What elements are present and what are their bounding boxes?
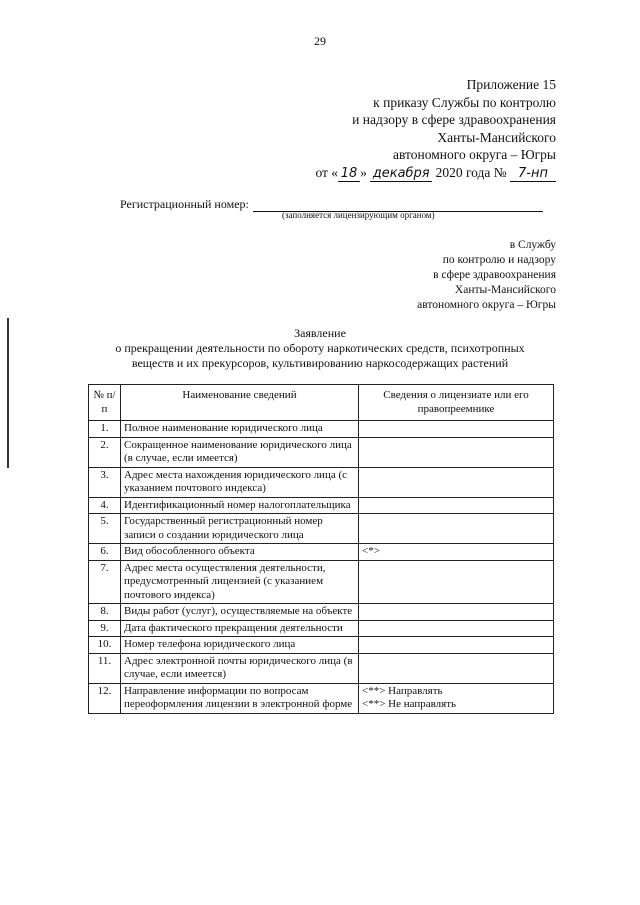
table-row [89,604,554,621]
row-number: 11. [89,653,121,683]
order-number: 7-нп [510,166,556,182]
table-row [89,497,554,514]
row-field-value[interactable] [359,467,554,497]
appendix-block [315,76,556,182]
table-row [89,421,554,438]
appendix-line: автономного округа – Югры [393,147,556,162]
row-number: 1. [89,421,121,438]
row-field-value[interactable] [359,421,554,438]
row-number: 10. [89,637,121,654]
row-field-name: Виды работ (услуг), осуществляемые на объекте [121,604,359,621]
row-field-name: Направление информации по вопросам переоформления лицензии в электронной форме [121,683,359,713]
row-number: 12. [89,683,121,713]
addressee-line: Ханты-Мансийского [454,284,556,296]
row-number: 4. [89,497,121,514]
table-row [89,620,554,637]
table-row [89,467,554,497]
date-prefix: от « [315,164,339,180]
row-field-name: Вид обособленного объекта [121,544,359,561]
registration-label: Регистрационный номер: [120,197,249,211]
date-day: 18 [338,166,360,182]
table-row [89,637,554,654]
row-field-name: Дата фактического прекращения деятельности [121,620,359,637]
table-row [89,437,554,467]
registration-note: (заполняется лицензирующим органом) [282,210,435,220]
header-name: Наименование сведений [121,385,359,421]
row-number: 8. [89,604,121,621]
row-field-value[interactable] [359,497,554,514]
row-value-option: <*> [362,545,380,557]
table-body [89,421,554,714]
date-suffix: 2020 года № [435,164,507,180]
row-value-option: <**> Направлять [362,684,443,697]
row-field-value[interactable] [359,637,554,654]
row-field-value[interactable] [359,653,554,683]
row-field-value[interactable] [359,437,554,467]
appendix-line: к приказу Службы по контролю [373,94,556,110]
row-number: 5. [89,514,121,544]
row-field-value[interactable] [359,620,554,637]
header-number: № п/п [89,385,121,421]
row-field-name: Полное наименование юридического лица [121,421,359,438]
row-field-name: Сокращенное наименование юридического лица (в случае, если имеется) [121,437,359,467]
row-number: 3. [89,467,121,497]
row-field-value[interactable] [359,683,554,713]
table-row [89,653,554,683]
row-number: 9. [89,620,121,637]
addressee-block [417,238,556,313]
table-row [89,514,554,544]
addressee-line: по контролю и надзору [442,254,556,266]
table-row [89,544,554,561]
row-field-value[interactable] [359,514,554,544]
row-number: 7. [89,560,121,604]
application-table [88,384,554,714]
appendix-date-line [315,164,556,182]
title-line: о прекращении деятельности по обороту наркотических средств, психотропных [115,341,525,355]
addressee-line: в Службу [509,239,556,251]
row-field-name: Номер телефона юридического лица [121,637,359,654]
row-field-name: Государственный регистрационный номер записи о создании юридического лица [121,514,359,544]
appendix-line: и надзору в сфере здравоохранения [352,112,556,127]
addressee-line: автономного округа – Югры [417,299,556,311]
date-mid: » [360,164,367,180]
row-field-name: Адрес электронной почты юридического лица (в случае, если имеется) [121,653,359,683]
row-value-option: <**> Не направлять [362,698,457,710]
date-month: декабря [370,166,432,182]
title-heading: Заявление [294,326,346,340]
row-number: 6. [89,544,121,561]
row-field-value[interactable] [359,544,554,561]
table-row [89,683,554,713]
table-header-row [89,385,554,421]
table-row [89,560,554,604]
row-number: 2. [89,437,121,467]
header-value: Сведения о лицензиате или его правопреемнике [359,385,554,421]
row-field-value[interactable] [359,604,554,621]
page-number: 29 [314,34,326,48]
appendix-line: Приложение 15 [466,77,556,92]
row-field-value[interactable] [359,560,554,604]
title-line: веществ и их прекурсоров, культивированию наркосодержащих растений [131,356,509,370]
row-field-name: Адрес места нахождения юридического лица (с указанием почтового индекса) [121,467,359,497]
row-field-name: Идентификационный номер налогоплательщика [121,497,359,514]
appendix-line: Ханты-Мансийского [437,129,556,145]
row-field-name: Адрес места осуществления деятельности, предусмотренный лицензией (с указанием почтового индекса) [121,560,359,604]
document-title [0,326,640,371]
addressee-line: в сфере здравоохранения [433,269,556,281]
